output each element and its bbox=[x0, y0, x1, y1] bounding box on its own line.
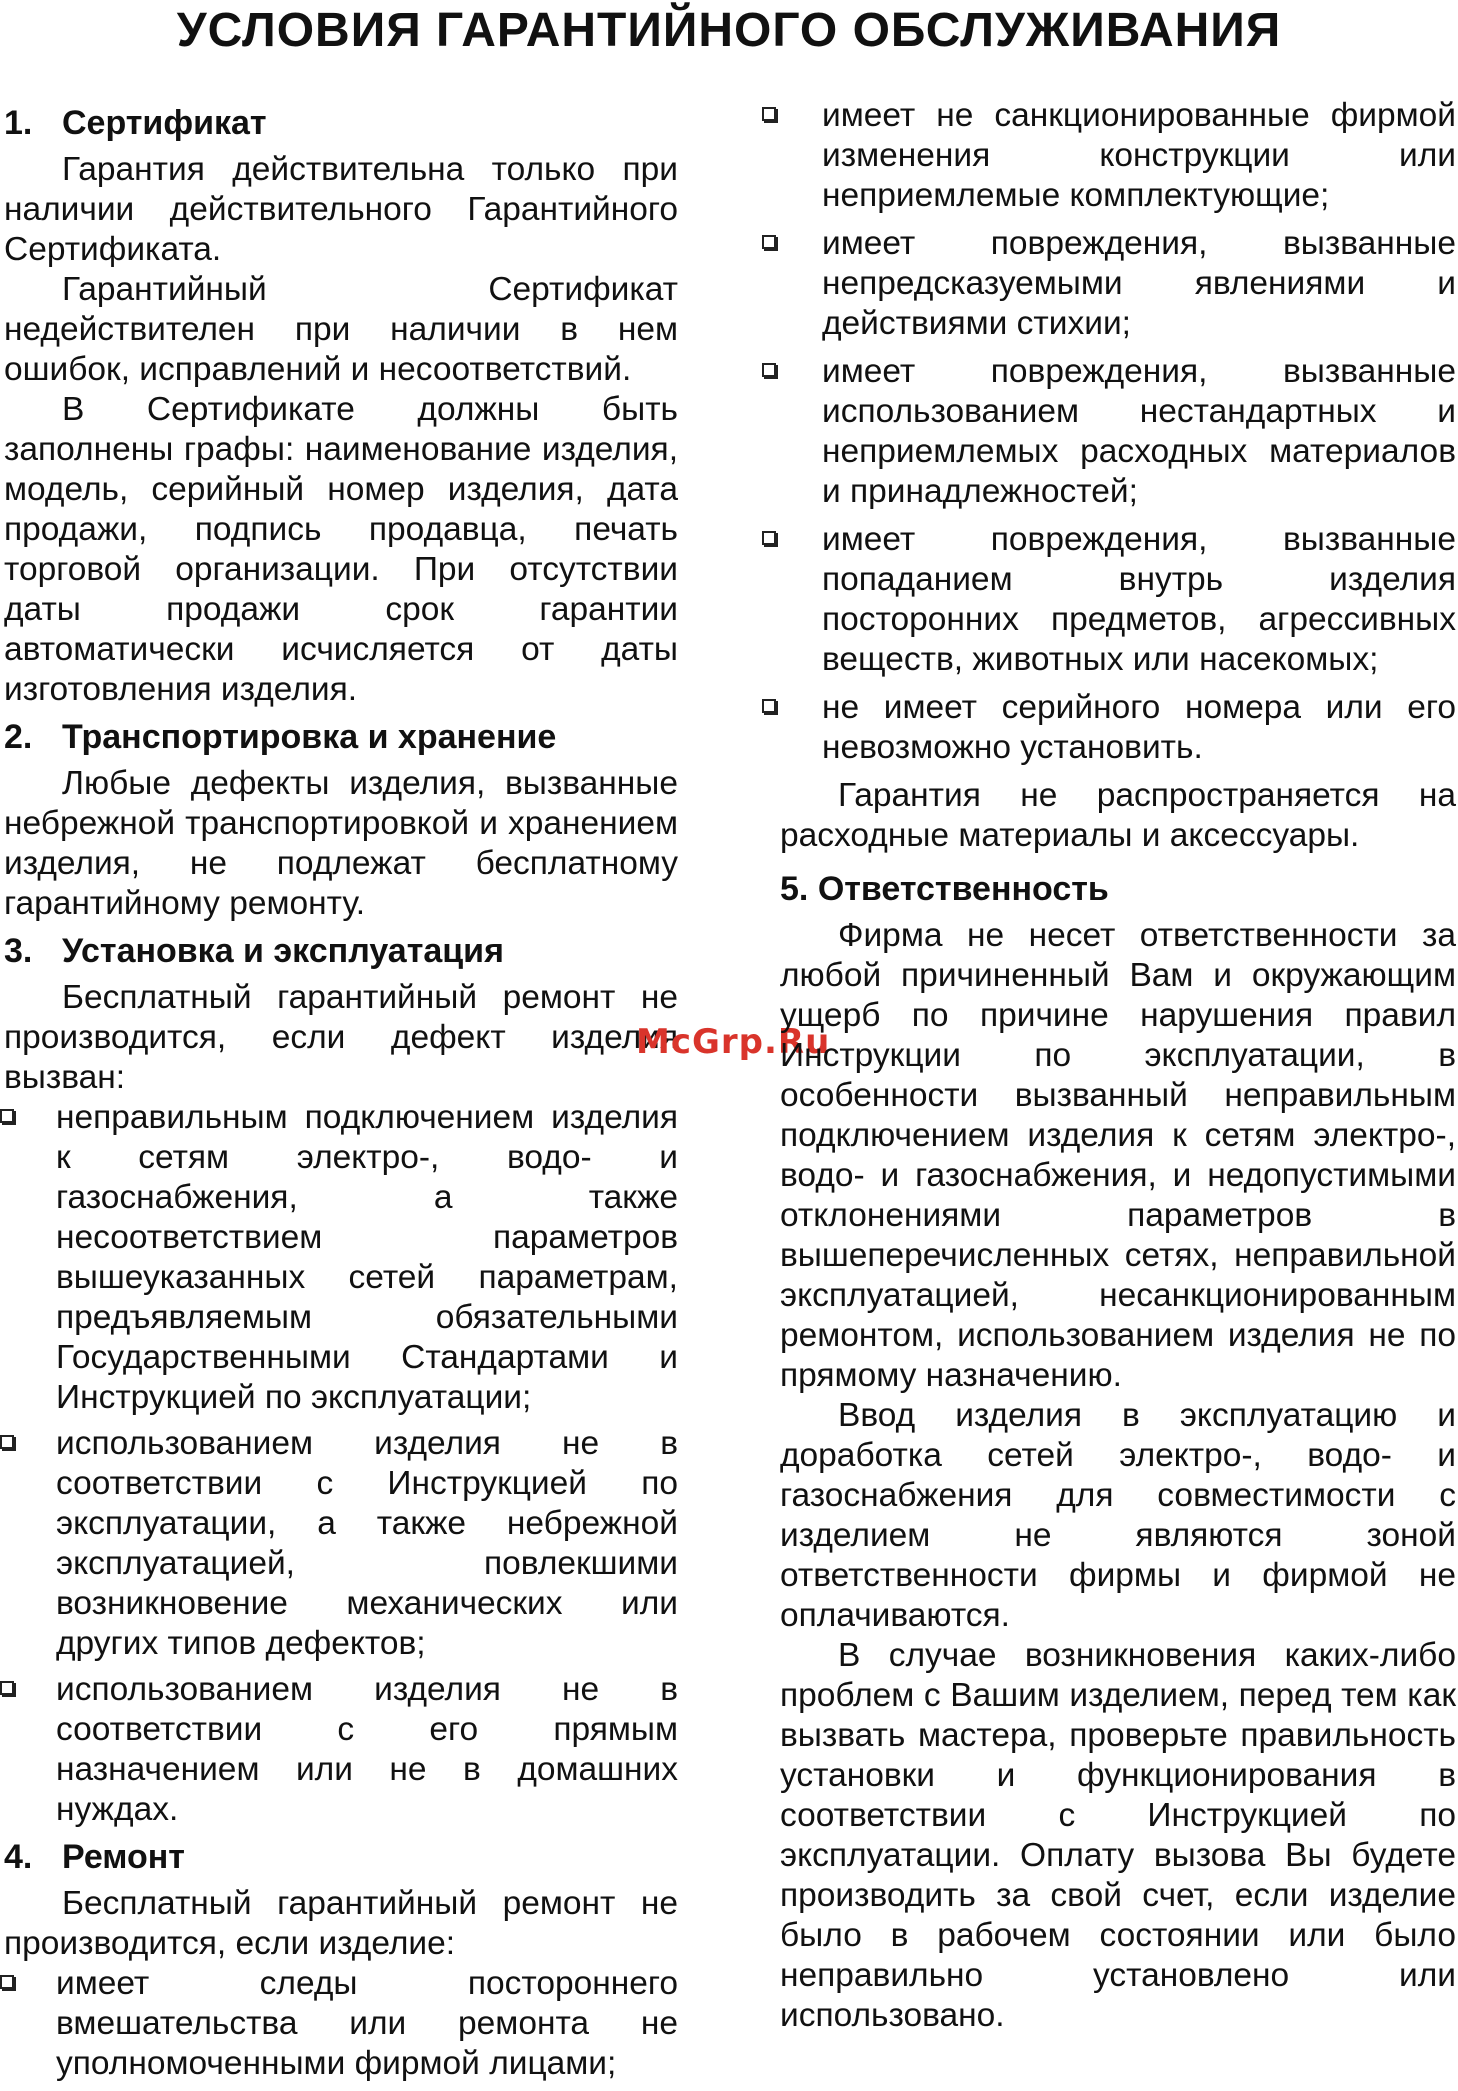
page-title: УСЛОВИЯ ГАРАНТИЙНОГО ОБСЛУЖИВАНИЯ bbox=[176, 4, 1282, 57]
checkbox-square-icon bbox=[0, 1975, 14, 1989]
section-4-note: Гарантия не распространяется на расходные материалы и аксессуары. bbox=[780, 777, 1456, 854]
section-1-number: 1. bbox=[4, 104, 33, 142]
list-item-text: имеет не санкционированные фирмой изменения конструкции или неприемлемые комплектующие; bbox=[822, 97, 1456, 214]
left-column bbox=[4, 96, 678, 2090]
checkbox-square-icon bbox=[0, 1109, 14, 1123]
list-item bbox=[4, 1424, 678, 1664]
section-5-paragraph-2: Ввод изделия в эксплуатацию и доработка сетей электро-, водо- и газоснабжения для совместимости с изделием не являются зоной ответственности фирмы и фирмой не оплачиваются. bbox=[780, 1397, 1456, 1634]
section-1-title: Сертификат bbox=[62, 104, 267, 142]
section-2-paragraph-1: Любые дефекты изделия, вызванные небрежной транспортировкой и хранением изделия, не подлежат бесплатному гарантийному ремонту. bbox=[4, 765, 678, 922]
section-5-heading bbox=[780, 868, 1456, 910]
section-3-number: 3. bbox=[4, 932, 33, 970]
section-4-list-right bbox=[780, 96, 1456, 768]
list-item bbox=[780, 688, 1456, 768]
section-1-heading bbox=[4, 102, 678, 144]
section-1-paragraph-1: Гарантия действительна только при наличии действительного Гарантийного Сертификата. bbox=[4, 151, 678, 268]
section-4-list-left bbox=[4, 1964, 678, 2084]
section-1-paragraph-2: Гарантийный Сертификат недействителен при наличии в нем ошибок, исправлений и несоответствий. bbox=[4, 271, 678, 388]
list-item-text: имеет повреждения, вызванные непредсказуемыми явлениями и действиями стихии; bbox=[822, 225, 1456, 342]
checkbox-square-icon bbox=[762, 107, 776, 121]
list-item bbox=[4, 1098, 678, 1418]
list-item bbox=[780, 352, 1456, 512]
checkbox-square-icon bbox=[762, 235, 776, 249]
list-item-text: имеет повреждения, вызванные использованием нестандартных и неприемлемых расходных материалов и принадлежностей; bbox=[822, 353, 1456, 510]
section-5-title: Ответственность bbox=[817, 870, 1109, 908]
list-item-text: неправильным подключением изделия к сетям электро-, водо- и газоснабжения, а также несоответствием параметров вышеуказанных сетей параметрам, предъявляемым обязательными Государственными Стандартами и Инструкцией по эксплуатации; bbox=[56, 1099, 678, 1416]
section-4-heading bbox=[4, 1836, 678, 1878]
list-item-text: использованием изделия не в соответствии с Инструкцией по эксплуатации, а также небрежной эксплуатацией, повлекшими возникновение механических или других типов дефектов; bbox=[56, 1425, 678, 1662]
section-2-number: 2. bbox=[4, 718, 33, 756]
list-item bbox=[780, 520, 1456, 680]
section-5-paragraph-3: В случае возникновения каких-либо проблем с Вашим изделием, перед тем как вызвать мастера, проверьте правильность установки и функционирования в соответствии с Инструкцией по эксплуатации. Оплату вызова Вы будете производить за свой счет, если изделие было в рабочем состоянии или было неправильно установлено или использовано. bbox=[780, 1637, 1456, 2034]
list-item bbox=[780, 224, 1456, 344]
list-item-text: имеет следы постороннего вмешательства или ремонта не уполномоченными фирмой лицами; bbox=[56, 1965, 678, 2082]
list-item-text: не имеет серийного номера или его невозможно установить. bbox=[822, 689, 1456, 766]
checkbox-square-icon bbox=[762, 363, 776, 377]
section-1-paragraph-3: В Сертификате должны быть заполнены графы: наименование изделия, модель, серийный номер изделия, дата продажи, подпись продавца, печать торговой организации. При отсутствии даты продажи срок гарантии автоматически исчисляется от даты изготовления изделия. bbox=[4, 391, 678, 708]
list-item-text: использованием изделия не в соответствии с его прямым назначением или не в домашних нуждах. bbox=[56, 1671, 678, 1828]
checkbox-square-icon bbox=[762, 699, 776, 713]
section-4-title: Ремонт bbox=[62, 1838, 185, 1876]
watermark: McGrp.Ru bbox=[636, 1022, 831, 1062]
section-4-intro: Бесплатный гарантийный ремонт не производится, если изделие: bbox=[4, 1885, 678, 1962]
right-column bbox=[780, 96, 1456, 2036]
section-2-title: Транспортировка и хранение bbox=[62, 718, 557, 756]
list-item bbox=[780, 96, 1456, 216]
section-5-paragraph-1: Фирма не несет ответственности за любой причиненный Вам и окружающим ущерб по причине нарушения правил Инструкции по эксплуатации, в особенности вызванный неправильным подключением изделия к сетям электро-, водо- и газоснабжения, и недопустимыми отклонениями параметров в вышеперечисленных сетях, неправильной эксплуатацией, несанкционированным ремонтом, использованием изделия не по прямому назначению. bbox=[780, 917, 1456, 1394]
list-item bbox=[4, 1670, 678, 1830]
section-2-heading bbox=[4, 716, 678, 758]
checkbox-square-icon bbox=[762, 531, 776, 545]
list-item bbox=[4, 1964, 678, 2084]
section-3-heading bbox=[4, 930, 678, 972]
section-3-title: Установка и эксплуатация bbox=[62, 932, 504, 970]
checkbox-square-icon bbox=[0, 1435, 14, 1449]
section-3-intro: Бесплатный гарантийный ремонт не производится, если дефект изделия вызван: bbox=[4, 979, 678, 1096]
section-5-number: 5. bbox=[780, 870, 809, 908]
checkbox-square-icon bbox=[0, 1681, 14, 1695]
section-3-list bbox=[4, 1098, 678, 1830]
list-item-text: имеет повреждения, вызванные попаданием внутрь изделия посторонних предметов, агрессивных веществ, животных или насекомых; bbox=[822, 521, 1456, 678]
section-4-number: 4. bbox=[4, 1838, 33, 1876]
